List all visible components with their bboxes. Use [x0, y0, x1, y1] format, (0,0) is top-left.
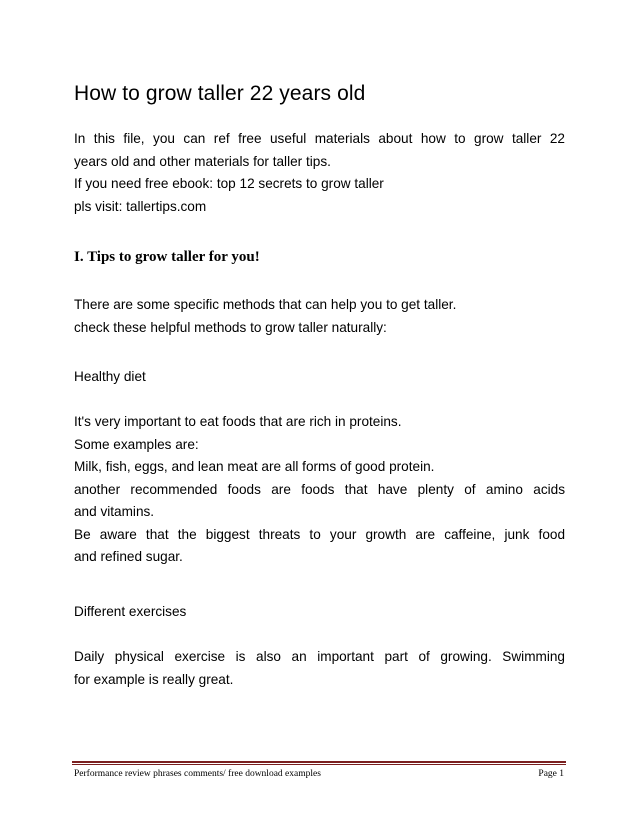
diet-line-3: Milk, fish, eggs, and lean meat are all forms of good protein. — [74, 459, 435, 474]
diet-line-2: Some examples are: — [74, 436, 199, 452]
intro-line-1: In this file, you can ref free useful materials about how to grow taller 22 — [74, 131, 565, 146]
exercises-heading — [74, 601, 565, 624]
diet-line-5: and vitamins. — [74, 504, 155, 519]
document-title: How to grow taller 22 years old — [74, 82, 366, 105]
footer-text: Performance review phrases comments/ free download examples — [74, 769, 321, 779]
intro-line-3: If you need free ebook: top 12 secrets to grow taller — [74, 176, 384, 191]
intro-line-4: pls visit: tallertips.com — [74, 198, 207, 214]
diet-line-4: another recommended foods are foods that have plenty of amino acids — [74, 481, 565, 497]
footer-rule — [72, 761, 566, 763]
footer-rule-thin — [72, 764, 566, 765]
healthy-diet-heading — [74, 366, 565, 389]
methods-paragraph — [74, 294, 565, 339]
diet-line-1: It's very important to eat foods that are rich in proteins. — [74, 414, 402, 429]
exercise-line-1: Daily physical exercise is also an important part of growing. Swimming — [74, 649, 565, 664]
healthy-diet-label: Healthy diet — [74, 369, 146, 384]
intro-paragraph — [74, 128, 565, 218]
section-heading: I. Tips to grow taller for you! — [74, 249, 260, 265]
methods-line-2: check these helpful methods to grow taller naturally: — [74, 319, 387, 335]
diet-paragraph — [74, 411, 565, 569]
diet-line-7: and refined sugar. — [74, 549, 183, 564]
methods-line-1: There are some specific methods that can help you to get taller. — [74, 297, 457, 312]
page-number: Page 1 — [538, 769, 564, 779]
diet-line-6: Be aware that the biggest threats to your growth are caffeine, junk food — [74, 526, 565, 542]
intro-line-2: years old and other materials for taller tips. — [74, 153, 331, 169]
exercise-paragraph — [74, 646, 565, 691]
exercise-line-2: for example is really great. — [74, 671, 234, 687]
exercises-label: Different exercises — [74, 604, 187, 619]
